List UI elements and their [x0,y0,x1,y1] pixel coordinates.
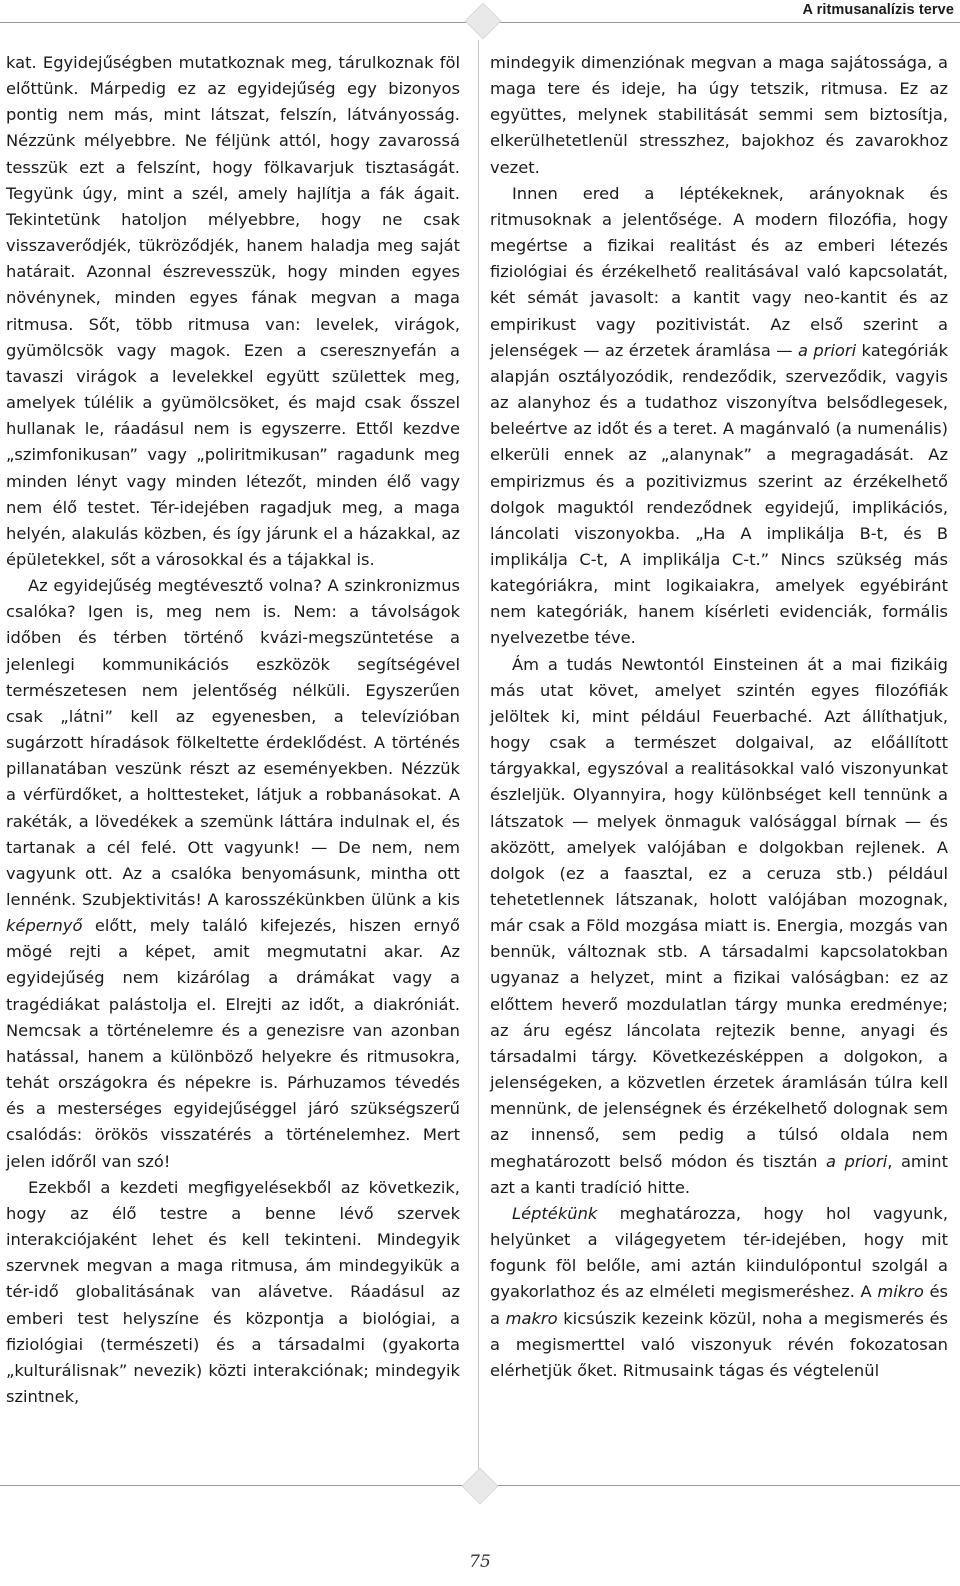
page-number: 75 [469,1552,491,1572]
paragraph: mindegyik dimenziónak megvan a maga sajátossága, a maga tere és ideje, ha úgy tetszik, ritmusa. Ez az együttes, melynek stabilitását semmi sem biztosítja, elkerülhetetlenül stresszhez, bajokhoz és zavarokhoz vezet. [490,53,948,177]
top-diamond-ornament [465,3,502,40]
emphasis: makro [505,1308,558,1328]
paragraph: Ám a tudás Newtontól Einsteinen át a mai fizikáig más utat követ, amelyet szintén egyes filozófiák jelöltek ki, mint például Feuerbaché. Azt állíthatjuk, hogy csak a természet dolgaival, az előállított tárgyakkal, egyszóval a realitásokkal való viszonyunkat észleljük. Olyannyira, hogy különbséget kell tennünk a látszatok — melyek önmaguk valósággal bírnak — és aközött, amelyek valójában e dolgokban rejlenek. A dolgok (ez a faasztal, ez a ceruza stb.) például tehetetlennek látszanak, holott valójában mozognak, már csak a Föld mozgása miatt is. Energia, mozgás van bennük, változnak stb. A társadalmi kapcsolatokban ugyanaz a helyzet, mint a fizikai valóságban: ez az előttem heverő mozdulatlan tárgy munka eredménye; az áru egész láncolata rejtezik benne, anyagi és társadalmi tárgy. Következésképpen a dolgokon, a jelenségeken, a közvetlen érzetek áramlásán túlra kell mennünk, de jelenségnek és érzékelhető dolognak sem az innenső, sem pedig a túlsó oldala nem meghatározott belső módon és tisztán a priori, amint azt a kanti tradíció hitte. [490,654,949,1197]
right-column [490,50,948,1384]
column-divider [478,40,479,1485]
emphasis: a priori [797,340,857,360]
bottom-diamond-ornament [462,1468,499,1505]
paragraph: Az egyidejűség megtévesztő volna? A szinkronizmus csalóka? Igen is, meg nem is. Nem: a távolságok időben és térben történő kvázi-megszüntetése a jelenlegi kommunikációs eszközök segítségével természetesen nem jelentőség nélküli. Egyszerűen csak „látni” kell az egyenesben, a televízióban sugárzott híradások fölkeltette érdeklődést. A történés pillanatában veszünk részt az eseményekben. Nézzük a vérfürdőket, a holttesteket, látjuk a robbanásokat. A rakéták, a lövedékek a szemünk láttára indulnak el, és tartanak a cél felé. Ott vagyunk! — De nem, nem vagyunk ott. Az a csalóka benyomásunk, mintha ott lennénk. Szubjektivitás! A karosszékünkben ülünk a kis képernyő előtt, mely találó kifejezés, hiszen ernyő mögé rejti a képet, amit megmutatni akar. Az egyidejűség nem kizárólag a drámákat vagy a tragédiákat palástolja el. Elrejti az időt, a diakróniát. Nemcsak a történelemre és a genezisre van azonban hatással, hanem a különböző helyekre és ritmusokra, tehát országokra és népekre is. Párhuzamos tévedés és a mesterséges egyidejűséggel járó szükségszerű csalódás: örökös visszatérés a történelemhez. Mert jelen időről van szó! [6,576,460,1171]
running-head: A ritmusanalízis terve [802,2,954,18]
paragraph: Innen ered a léptékeknek, arányoknak és ritmusoknak a jelentősége. A modern filozófia, hogy megértse a fizikai realitást és az emberi létezés fiziológiai és érzékelhető realitásával való kapcsolatát, két sémát javasolt: a kantit vagy neo-kantit és az empirikust vagy pozitivistát. Az első szerint a jelenségek — az érzetek áramlása — a priori kategóriák alapján osztályozódik, rendeződik, szerveződik, vagyis az alanyhoz és a tudathoz viszonyítva belsődlegesek, beleértve az időt és a teret. A magánvaló (a numenális) elkerüli ennek az „alanynak” a megragadását. Az empirizmus és a pozitivizmus szerint az érzékelhető dolgok maguktól rendeződnek egyidejű, implikációs, láncolati viszonyokba. „Ha A implikálja B-t, és B implikálja C-t, A implikálja C-t.” Nincs szükség más kategóriákra, mint logikaiakra, amelyek egyébiránt nem kategóriák, hanem kísérleti evidenciák, formális nyelvezetbe téve. [490,183,949,648]
paragraph: kat. Egyidejűségben mutatkoznak meg, tárulkoznak föl előttünk. Márpedig ez az egyidejűség egy bizonyos pontig nem más, mint látszat, felszín, látványosság. Nézzünk mélyebbre. Ne féljünk attól, hogy zavarossá tesszük ezt a felszínt, hogy fölkavarjuk tisztaságát. Tegyünk úgy, mint a szél, amely hajlítja a fák ágait. Tekintetünk hatoljon mélyebbre, hogy ne csak visszaverődjék, tükröződjék, hanem haladja meg saját határait. Azonnal észrevesszük, hogy minden egyes növénynek, minden egyes fának megvan a maga ritmusa. Sőt, több ritmusa van: levelek, virágok, gyümölcsök vagy magok. Ezen a cseresznyefán a tavaszi virágok a levelekkel együtt születtek meg, amelyek túlélik a gyümölcsöket, és majd csak ősszel hullanak le, ráadásul nem is egyszerre. Ettől kezdve „szimfonikusan” vagy „poliritmikusan” ragadunk meg minden lényt vagy minden létezőt, minden élő vagy nem élő testet. Tér-idejében ragadjuk meg, a maga helyén, alakulás közben, és így járunk el a házakkal, az épületekkel, sőt a városokkal és a tájakkal is. [6,53,460,569]
emphasis: Léptékünk [512,1203,598,1223]
paragraph: Ezekből a kezdeti megfigyelésekből az következik, hogy az élő testre a benne lévő szervek interakciójaként lehet és kell tekinteni. Mindegyik szervnek megvan a maga ritmusa, ám mindegyikük a tér-idő globalitásának van alávetve. Ráadásul az emberi test helyszíne és központja a biológiai, a fiziológiai (természeti) és a társadalmi (gyakorta „kulturálisnak” nevezik) közti interakciónak; mindegyik szintnek, [6,1177,460,1406]
emphasis: mikro [877,1282,924,1302]
emphasis: a priori [825,1151,888,1171]
emphasis: képernyő [6,916,83,936]
paragraph: Léptékünk meghatározza, hogy hol vagyunk, helyünket a világegyetem tér-idejében, hogy mit fogunk föl belőle, ami aztán kiindulópontul szolgál a gyakorlathoz és az elméleti megismeréshez. A mikro és a makro kicsúszik kezeink közül, noha a megismerés és a megismerttel való viszonyuk révén fokozatosan elérhetjük őket. Ritmusaink tágas és végtelenül [490,1203,949,1380]
left-column [6,50,460,1410]
